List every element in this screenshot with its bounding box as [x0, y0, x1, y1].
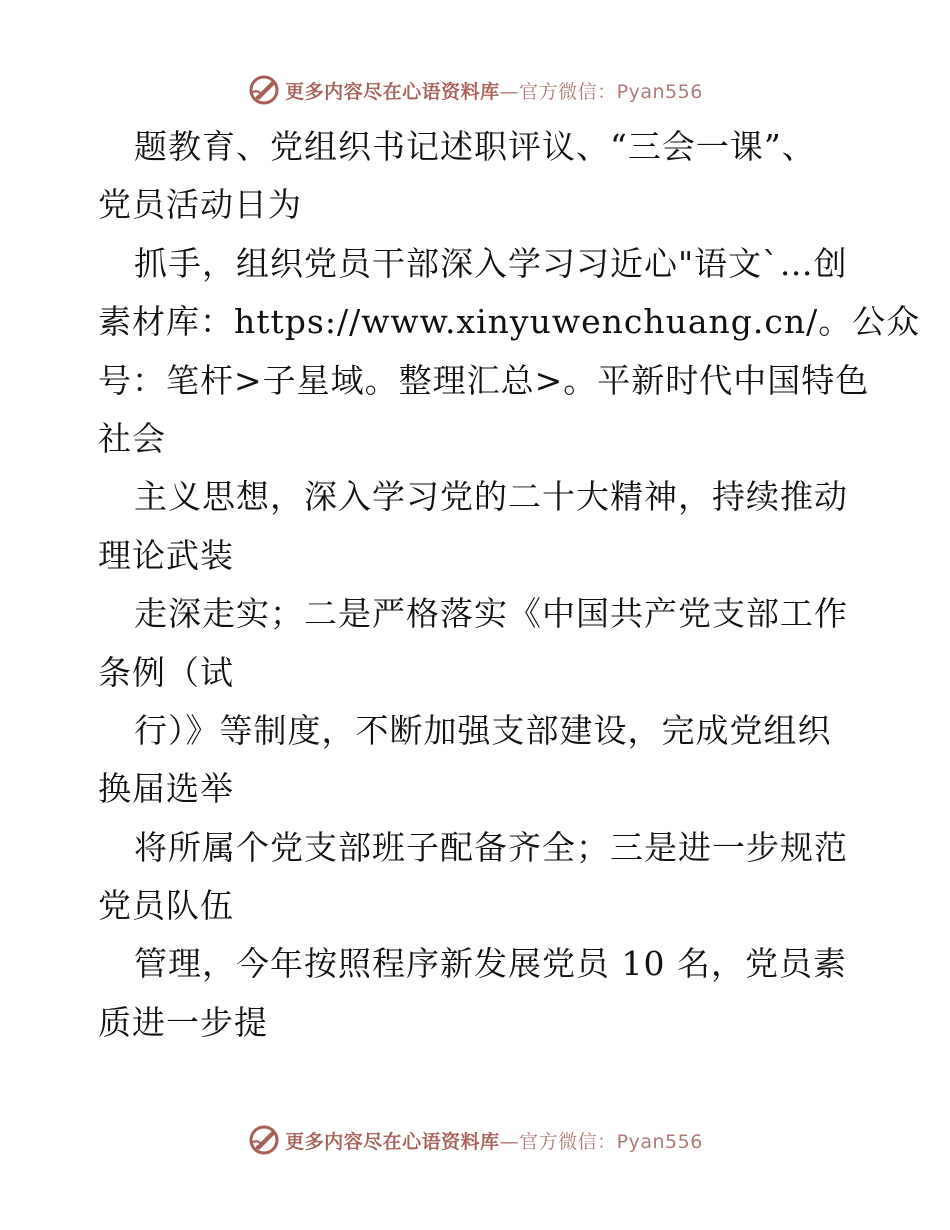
watermark-dash: —	[499, 80, 520, 103]
watermark-dash: —	[499, 1130, 520, 1153]
text-line: 走深走实；二是严格落实《中国共产党支部工作	[134, 594, 848, 634]
text-line: 抓手，组织党员干部深入学习习近心"语文`…创	[134, 243, 848, 283]
text-line: 换届选举	[98, 769, 234, 809]
text-line: 党员活动日为	[98, 185, 302, 225]
text-line: 社会	[98, 418, 166, 458]
header-watermark	[0, 70, 950, 110]
text-line: 管理，今年按照程序新发展党员 10 名，党员素	[134, 944, 847, 984]
text-line: 党员队伍	[98, 886, 234, 926]
watermark-text	[285, 77, 703, 104]
text-line: 主义思想，深入学习党的二十大精神，持续推动	[134, 477, 848, 517]
watermark-contact: 官方微信：Pyan556	[519, 1130, 703, 1153]
text-line: 将所属个党支部班子配备齐全；三是进一步规范	[134, 827, 848, 867]
text-line: 质进一步提	[98, 1002, 268, 1042]
watermark-main: 更多内容尽在心语资料库	[285, 1130, 500, 1153]
document-body	[98, 118, 921, 1052]
text-line: 题教育、党组织书记述职评议、“三会一课”、	[134, 127, 816, 166]
watermark-text	[285, 1127, 703, 1154]
footer-watermark	[0, 1120, 950, 1160]
logo-icon	[247, 1123, 281, 1157]
text-line: 行）》等制度，不断加强支部建设，完成党组织	[134, 710, 832, 750]
watermark-contact: 官方微信：Pyan556	[519, 80, 703, 103]
text-line: 理论武装	[98, 535, 234, 575]
text-line: 条例（试	[98, 652, 234, 692]
watermark-main: 更多内容尽在心语资料库	[285, 80, 500, 103]
logo-icon	[247, 73, 281, 107]
text-line: 号：笔杆>子星域。整理汇总>。平新时代中国特色	[98, 360, 870, 400]
text-line: 素材库：https://www.xinyuwenchuang.cn/。公众	[98, 302, 921, 342]
